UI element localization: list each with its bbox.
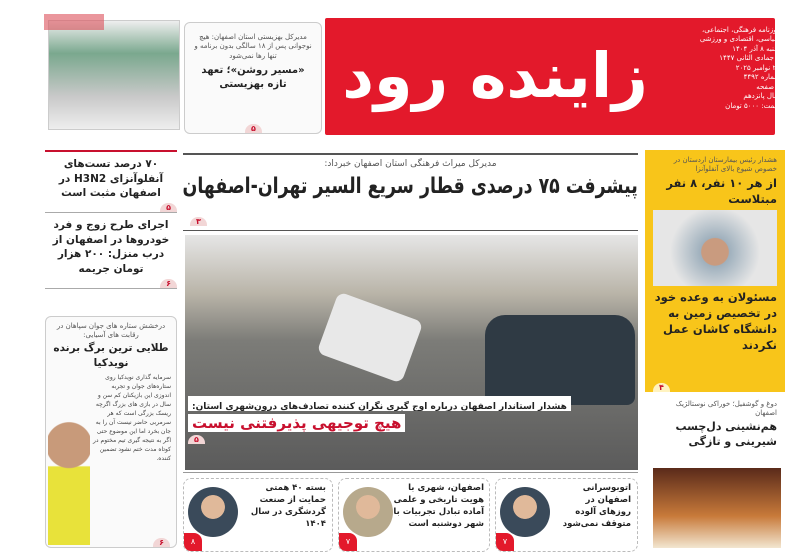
yellow-box[interactable] xyxy=(645,150,785,392)
food-box[interactable] xyxy=(645,396,785,454)
portrait-photo xyxy=(188,487,238,537)
top-left-story[interactable] xyxy=(184,22,322,134)
main-story[interactable] xyxy=(183,158,638,204)
page-ref: ۸ xyxy=(184,533,202,551)
page-ref: ۵ xyxy=(245,124,262,133)
page-ref: ۴ xyxy=(653,383,670,392)
car-shape xyxy=(485,315,635,405)
info-line: قیمت: ۵۰۰۰ تومان xyxy=(725,101,780,110)
player-photo xyxy=(48,417,90,545)
watermark xyxy=(44,14,104,30)
left-headline: اجرای طرح زوج و فرد خودروها در اصفهان از درب منزل: ۲۰۰ هزار تومان جریمه xyxy=(52,219,170,276)
photo-headline[interactable]: هیچ توجیهی پذیرفتنی نیست xyxy=(188,414,405,432)
info-line: سیاسی، اقتصادی و ورزشی xyxy=(699,35,780,44)
masthead-info xyxy=(670,26,780,111)
sports-body: سرمایه گذاری نویدکیا روی ستاره‌های جوان و تجربه اندوزی این بازیکنان کم سن و سال در بازی های بزرگ اگرچه ریسک بزرگی است که هر سرمربی حاضر نیست آن را به جان بخرد اما این موضوع حتی اگر به نتیجه گیری تیم مختوم در کوتاه مدت ختم نشود تضمین کننده. xyxy=(93,374,171,463)
page-ref: ۶ xyxy=(160,279,177,288)
bottom-headline: اتوبوسرانی اصفهان در روزهای آلوده متوقف نمی‌شود xyxy=(562,483,631,529)
info-line: شنبه ۸ آذر ۱۴۰۴ xyxy=(732,44,780,53)
page-ref: ۵ xyxy=(160,203,177,212)
newspaper-logo: زاینده رود xyxy=(342,39,648,112)
bottom-story-3[interactable] xyxy=(183,478,333,552)
left-headline: ۷۰ درصد تست‌های آنفلوآنزای H3N2 در اصفهان مثبت است xyxy=(58,158,164,200)
portrait-photo xyxy=(343,487,393,537)
story-headline: «مسیر روشن»؛ تعهد تازه بهزیستی xyxy=(201,65,305,91)
newspaper-logo-wrap xyxy=(335,26,655,126)
main-headline: پیشرفت ۷۵ درصدی قطار سریع السیر تهران-اصفهان xyxy=(183,174,638,200)
sports-headline: طلایی ترین برگ برنده نویدکیا xyxy=(53,341,169,369)
info-line: ۲۹ نوامبر ۲۰۲۵ xyxy=(735,63,780,72)
page-ref: ۵ xyxy=(188,435,205,444)
left-column xyxy=(45,150,177,289)
bottom-story-1[interactable] xyxy=(495,478,638,552)
page-ref: ۳ xyxy=(190,217,207,226)
photo-kicker: هشدار استاندار اصفهان درباره اوج گیری نگران کننده تصادف‌های درون‌شهری استان: xyxy=(192,402,567,411)
food-photo xyxy=(653,468,781,548)
yellow-headline: از هر ۱۰ نفر، ۸ نفر مبتلاست xyxy=(666,175,777,206)
page-ref: ۷ xyxy=(339,533,357,551)
bottom-headline: اصفهان، شهری با هویت تاریخی و علمی آماده تبادل تجربیات با شهر دوشنبه است xyxy=(393,483,484,529)
bottom-story-2[interactable] xyxy=(338,478,490,552)
yellow-kicker: هشدار رئیس بیمارستان اردستان در خصوص شیوع بالای آنفلوآنزا xyxy=(673,156,777,174)
left-story-1[interactable] xyxy=(45,152,177,213)
bottom-headline: بسته ۴۰ همتی حمایت از صنعت گردشگری در سال ۱۴۰۴ xyxy=(250,483,326,529)
sports-box[interactable] xyxy=(45,316,177,548)
page-ref: ۷ xyxy=(496,533,514,551)
sports-kicker: درخشش ستاره های جوان سپاهان در رقابت های آسیایی: xyxy=(56,322,166,340)
story-kicker: مدیرکل بهزیستی استان اصفهان: هیچ نوجوانی پس از ۱۸ سالگی بدون برنامه و تنها رها نمی‌شود xyxy=(194,33,312,60)
page-ref: ۶ xyxy=(153,538,170,547)
info-line: سال پانزدهم xyxy=(743,92,780,101)
info-line: ۸ جمادی الثانی ۱۴۴۷ xyxy=(719,54,780,63)
main-kicker: مدیرکل میراث فرهنگی استان اصفهان خبرداد: xyxy=(324,159,497,169)
food-kicker: دوغ و گوشفیل؛ خوراکی نوستالژیک اصفهان xyxy=(675,400,777,418)
overturned-car xyxy=(317,292,424,384)
info-line: شماره ۴۴۹۲ xyxy=(743,73,780,82)
divider xyxy=(183,472,638,473)
food-headline: هم‌نشینی دل‌چسب شیرینی و تازگی xyxy=(675,419,777,449)
students-photo xyxy=(48,20,180,130)
portrait-photo xyxy=(500,487,550,537)
divider xyxy=(183,230,638,231)
info-line: ۸ صفحه xyxy=(756,82,780,91)
divider xyxy=(183,153,638,155)
flu-photo xyxy=(653,210,777,286)
info-line: روزنامه فرهنگی، اجتماعی، xyxy=(702,26,780,34)
left-story-2[interactable] xyxy=(45,213,177,289)
yellow-headline-2: مسئولان به وعده خود در تخصیص زمین به دانشگاه کاشان عمل نکردند xyxy=(654,290,777,353)
photo-caption xyxy=(188,396,634,444)
